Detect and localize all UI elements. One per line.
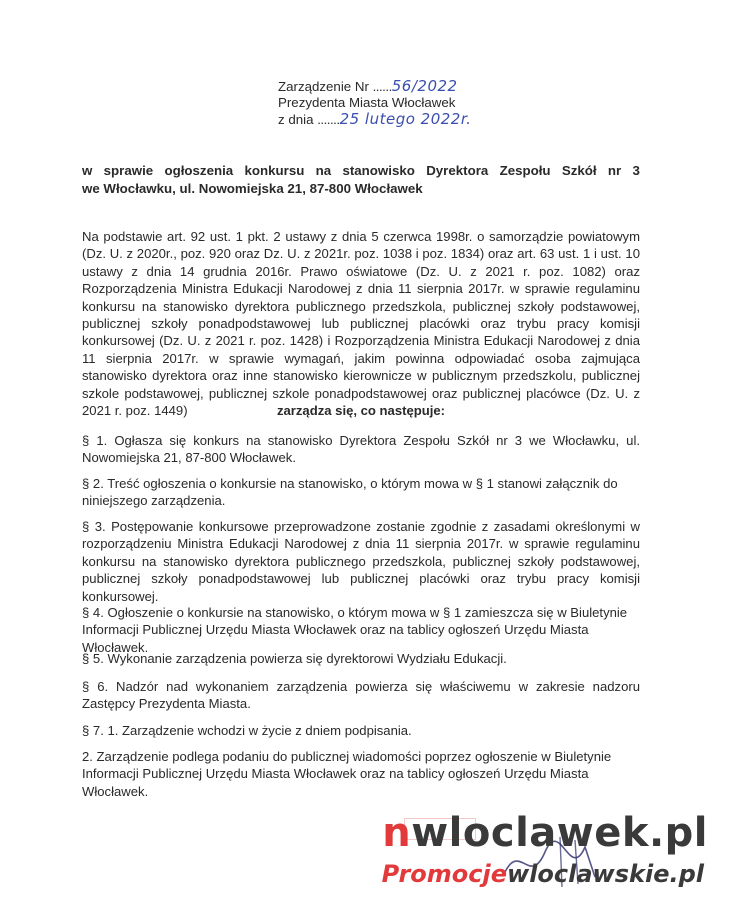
date-line	[278, 111, 471, 128]
title-line-1	[82, 162, 640, 180]
title-word: ogłoszenia	[164, 163, 234, 178]
title-word: sprawie	[103, 163, 154, 178]
decree-number-line	[278, 78, 471, 95]
title-word: stanowisko	[342, 163, 415, 178]
title-word: w	[82, 163, 93, 178]
title-word: na	[315, 163, 332, 178]
date-label: z dnia	[278, 112, 318, 127]
title-word: Zespołu	[499, 163, 551, 178]
section-7-point-1: § 7. 1. Zarządzenie wchodzi w życie z dniem podpisania.	[82, 723, 412, 738]
decree-number-dots: ......	[372, 79, 392, 94]
title-word: konkursu	[244, 163, 305, 178]
resolution-heading: zarządza się, co następuje:	[276, 403, 446, 418]
title-word: Dyrektora	[426, 163, 489, 178]
title-word: 3	[632, 163, 640, 178]
section-5: § 5. Wykonanie zarządzenia powierza się dyrektorowi Wydziału Edukacji.	[82, 651, 507, 666]
decree-number-label: Zarządzenie Nr	[278, 79, 373, 94]
section-1: § 1. Ogłasza się konkurs na stanowisko Dyrektora Zespołu Szkół nr 3 we Włocławku, ul. Nowomiejska 21, 87-800 Włocławek.	[82, 433, 640, 466]
decree-number-handwritten: 56/2022	[391, 77, 458, 95]
date-dots: .......	[317, 112, 340, 127]
title-word: Szkół	[561, 163, 597, 178]
section-3: § 3. Postępowanie konkursowe przeprowadzone zostanie zgodnie z zasadami określonymi w rozporządzeniu Ministra Edukacji Narodowej z dnia 11 sierpnia 2017r. w sprawie regulaminu konkursu na stanowisko dyrektora publicznego przedszkola, publicznej szkoły podstawowej, publicznej szkoły ponadpodstawowej lub publicznej placówki oraz trybu pracy komisji konkursowej.	[82, 519, 640, 604]
section-6: § 6. Nadzór nad wykonaniem zarządzenia powierza się właściwemu w zakresie nadzoru Zastępcy Prezydenta Miasta.	[82, 679, 640, 712]
legal-basis-paragraph: Na podstawie art. 92 ust. 1 pkt. 2 ustawy z dnia 5 czerwca 1998r. o samorządzie powiatowym (Dz. U. z 2020r., poz. 920 oraz Dz. U. z 2021r. poz. 1038 i poz. 1834) oraz art. 63 ust. 1 i ust. 10 ustawy z dnia 14 grudnia 2016r. Prawo oświatowe (Dz. U. z 2021 r. poz. 1082) oraz Rozporządzenia Ministra Edukacji Narodowej z dnia 11 sierpnia 2017r. w sprawie regulaminu konkursu na stanowisko dyrektora publicznego przedszkola, publicznej szkoły podstawowej, publicznej szkoły ponadpodstawowej lub publicznej placówki oraz trybu pracy komisji konkursowej (Dz. U. z 2021 r. poz. 1428) i Rozporządzenia Ministra Edukacji Narodowej z dnia 11 sierpnia 2017r. w sprawie wymagań, jakim powinna odpowiadać osoba zajmująca stanowisko dyrektora oraz inne stanowisko kierownicze w publicznym przedszkolu, publicznej szkole podstawowej, publicznej szkole ponadpodstawowej oraz publicznej placówce (Dz. U. z 2021 r. poz. 1449)	[82, 229, 640, 419]
title-word: nr	[607, 163, 622, 178]
site-watermark	[376, 808, 726, 900]
section-2: § 2. Treść ogłoszenia o konkursie na stanowisko, o którym mowa w § 1 stanowi załącznik do niniejszego zarządzenia.	[82, 476, 618, 509]
issuer-line: Prezydenta Miasta Włocławek	[278, 95, 456, 110]
document-title	[82, 162, 640, 198]
document-header	[278, 78, 471, 128]
watermark-line-1: nwloclawek.pl	[382, 810, 708, 856]
title-line-2: we Włocławku, ul. Nowomiejska 21, 87-800 Włocławek	[82, 181, 423, 196]
section-7-point-2: 2. Zarządzenie podlega podaniu do publicznej wiadomości poprzez ogłoszenie w Biuletynie Informacji Publicznej Urzędu Miasta Włocławek oraz na tablicy ogłoszeń Urzędu Miasta Włocławek.	[82, 749, 612, 799]
watermark-line-2: Promocjewloclawskie.pl	[381, 860, 704, 888]
section-4: § 4. Ogłoszenie o konkursie na stanowisko, o którym mowa w § 1 zamieszcza się w Biuletynie Informacji Publicznej Urzędu Miasta Włocławek oraz na tablicy ogłoszeń Urzędu Miasta Włocławek.	[82, 605, 628, 655]
date-handwritten: 25 lutego 2022r.	[339, 110, 472, 128]
